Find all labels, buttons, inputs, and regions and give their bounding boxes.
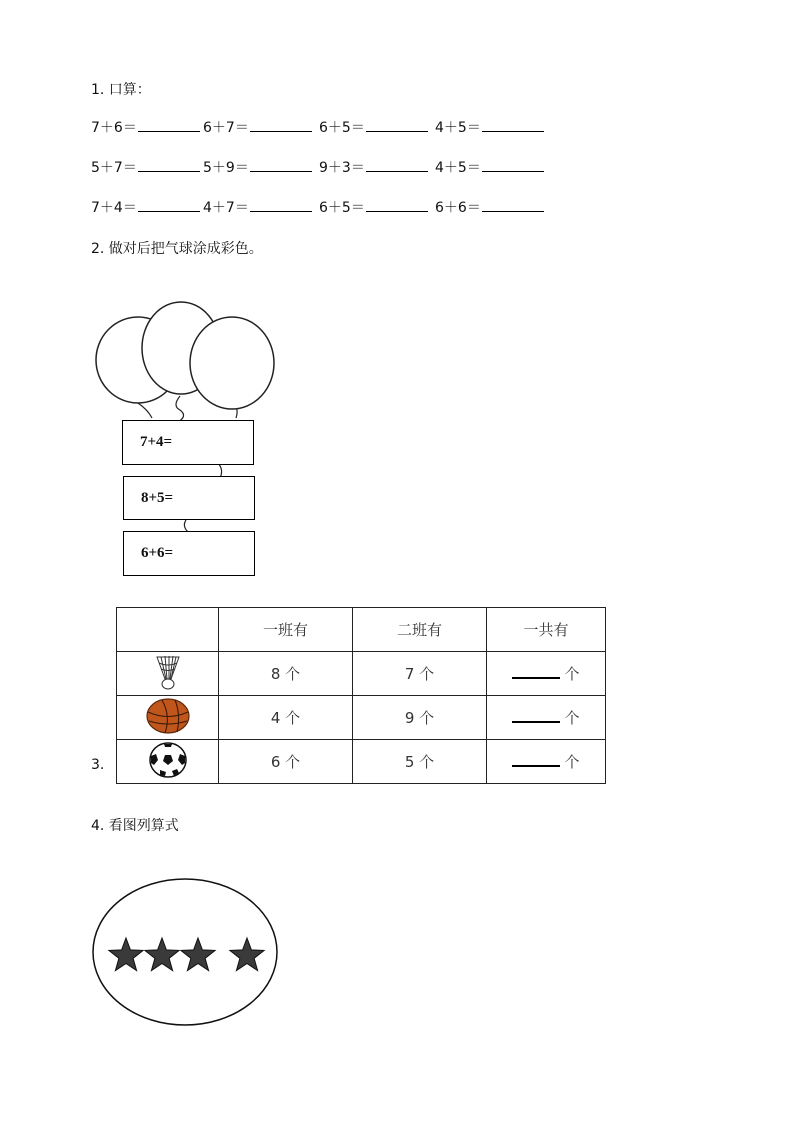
q3-number: 3. (91, 757, 105, 773)
answer-blank[interactable] (250, 197, 312, 212)
total-cell (487, 740, 606, 784)
equation-text: 4＋5＝ (435, 120, 481, 136)
equation-text: 6＋6＝ (435, 200, 481, 216)
equation-text: 7＋6＝ (91, 120, 137, 136)
answer-blank[interactable] (366, 197, 428, 212)
class-two-count: 7 个 (353, 652, 487, 696)
answer-blank[interactable] (138, 117, 200, 132)
q1-equation (203, 157, 312, 177)
class-two-count: 9 个 (353, 696, 487, 740)
q1-title: 1. 口算： (91, 82, 151, 98)
stars-picture (90, 876, 280, 1028)
q1-equation (319, 197, 428, 217)
class-one-count: 6 个 (219, 740, 353, 784)
header-empty (117, 608, 219, 652)
table-row (117, 740, 606, 784)
q1-equation (319, 157, 428, 177)
table-header-row (117, 608, 606, 652)
q2-box-1: 7+4= (122, 420, 254, 465)
total-cell (487, 652, 606, 696)
answer-blank[interactable] (512, 707, 560, 723)
equation-text: 5＋7＝ (91, 160, 137, 176)
shuttlecock-icon (151, 653, 185, 691)
answer-blank[interactable] (138, 157, 200, 172)
q1-equation (435, 197, 544, 217)
unit-label: 个 (564, 665, 580, 683)
header-class-one: 一班有 (219, 608, 353, 652)
class-one-count: 4 个 (219, 696, 353, 740)
q2-box-3: 6+6= (123, 531, 255, 576)
q1-equation (91, 197, 200, 217)
equation-text: 9＋3＝ (319, 160, 365, 176)
q4-title: 4. 看图列算式 (91, 818, 179, 834)
unit-label: 个 (564, 709, 580, 727)
answer-blank[interactable] (366, 117, 428, 132)
q3-table (116, 607, 606, 784)
answer-blank[interactable] (482, 117, 544, 132)
basketball-icon (145, 697, 191, 735)
equation-text: 4＋5＝ (435, 160, 481, 176)
equation-text: 6＋7＝ (203, 120, 249, 136)
q1-equation (203, 197, 312, 217)
q1-equation (91, 157, 200, 177)
q1-equation (203, 117, 312, 137)
answer-blank[interactable] (250, 117, 312, 132)
header-total: 一共有 (487, 608, 606, 652)
answer-blank[interactable] (512, 751, 560, 767)
soccer-ball-cell (117, 740, 219, 784)
answer-blank[interactable] (366, 157, 428, 172)
answer-blank[interactable] (138, 197, 200, 212)
q2-title: 2. 做对后把气球涂成彩色。 (91, 241, 263, 257)
soccer-ball-icon (148, 741, 188, 779)
balloon-right[interactable] (190, 317, 274, 409)
unit-label: 个 (564, 753, 580, 771)
class-two-count: 5 个 (353, 740, 487, 784)
answer-blank[interactable] (482, 157, 544, 172)
table-row (117, 652, 606, 696)
answer-blank[interactable] (250, 157, 312, 172)
equation-text: 4＋7＝ (203, 200, 249, 216)
equation-text: 6＋5＝ (319, 200, 365, 216)
equation-text: 5＋9＝ (203, 160, 249, 176)
equation-text: 7＋4＝ (91, 200, 137, 216)
q1-equation (435, 157, 544, 177)
q2-box-2: 8+5= (123, 476, 255, 520)
answer-blank[interactable] (482, 197, 544, 212)
shuttlecock-cell (117, 652, 219, 696)
class-one-count: 8 个 (219, 652, 353, 696)
answer-blank[interactable] (512, 663, 560, 679)
q1-equation (319, 117, 428, 137)
equation-text: 6＋5＝ (319, 120, 365, 136)
total-cell (487, 696, 606, 740)
q1-equation (91, 117, 200, 137)
q1-equation (435, 117, 544, 137)
basketball-cell (117, 696, 219, 740)
header-class-two: 二班有 (353, 608, 487, 652)
table-row (117, 696, 606, 740)
